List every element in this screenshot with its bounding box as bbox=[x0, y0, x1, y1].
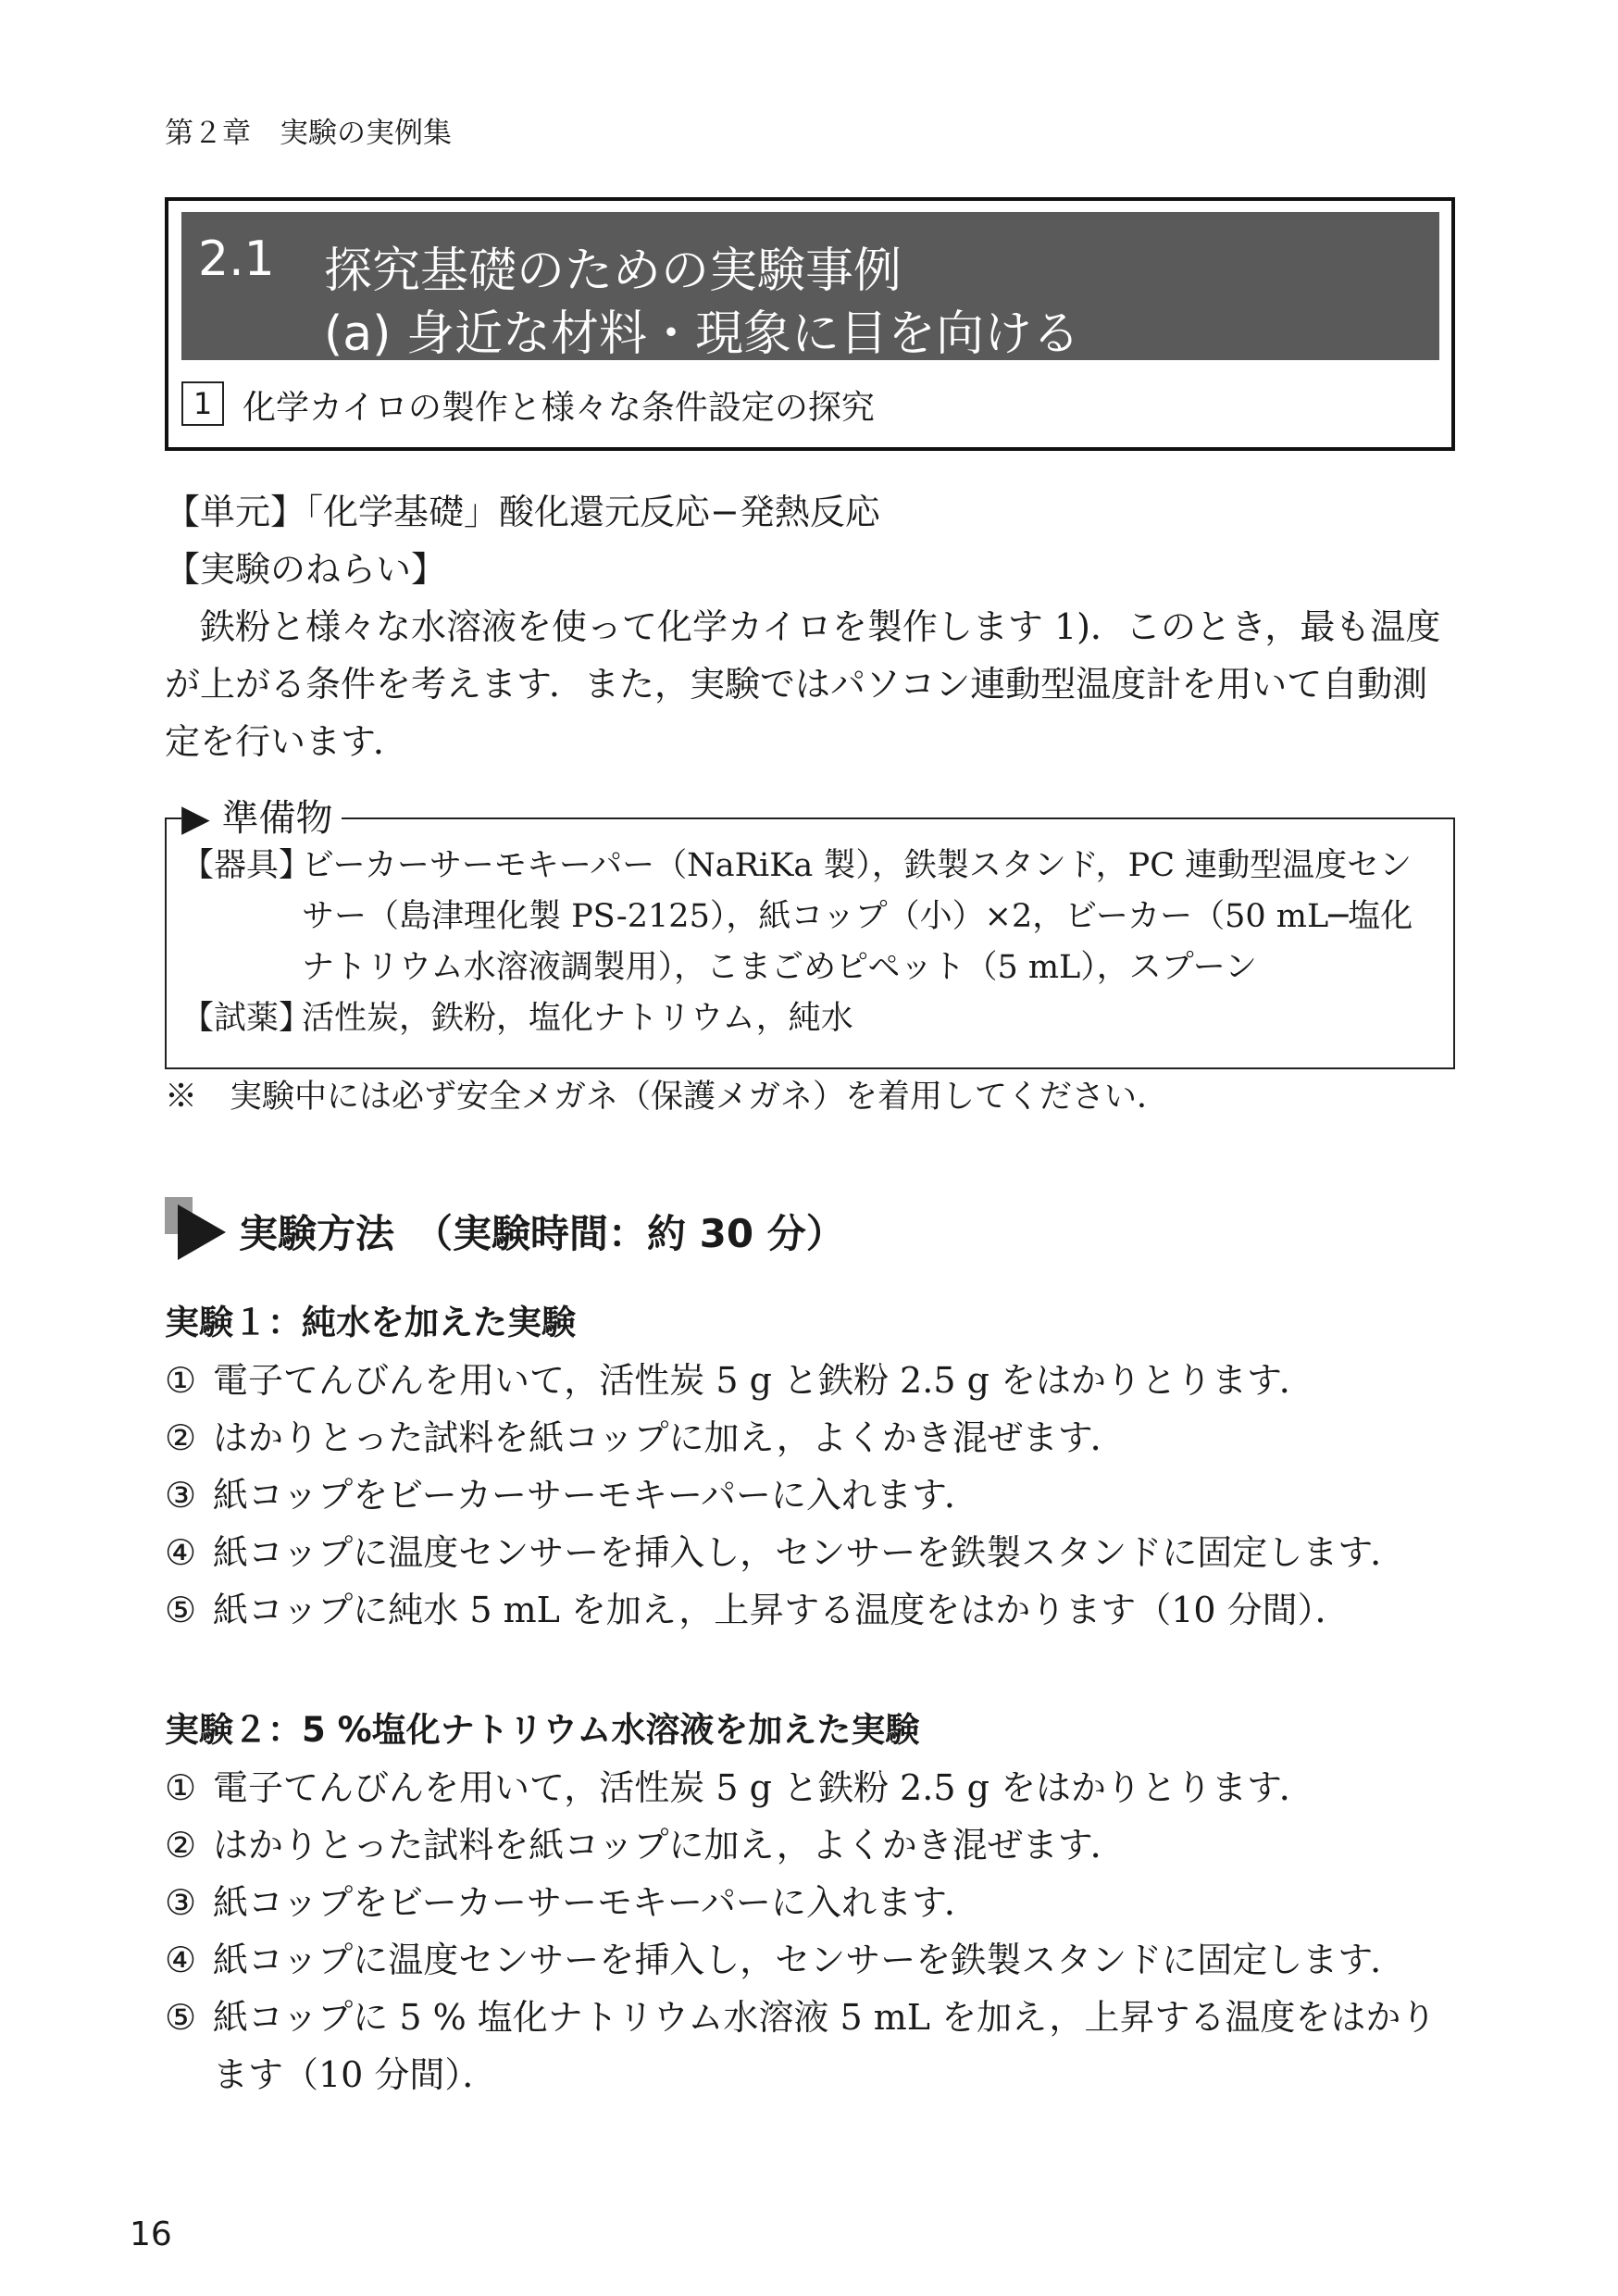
method-title: 実験方法 （実験時間：約 30 分） bbox=[239, 1211, 845, 1256]
running-head: 第２章 実験の実例集 bbox=[165, 117, 452, 150]
list-item bbox=[165, 1524, 1457, 1581]
step-text: 電子てんびんを用いて，活性炭 5 g と鉄粉 2.5 g をはかりとります． bbox=[213, 1767, 1314, 1808]
section-title: 探究基礎のための実験事例 bbox=[324, 243, 902, 299]
aim-heading: 【実験のねらい】 bbox=[165, 549, 447, 590]
step-text: はかりとった試料を紙コップに加え，よくかき混ぜます． bbox=[213, 1417, 1126, 1458]
experiment-2-heading: 実験２：5 %塩化ナトリウム水溶液を加えた実験 bbox=[165, 1710, 920, 1750]
unit-line: 【単元】「化学基礎」酸化還元反応−発熱反応 bbox=[165, 492, 880, 532]
reagent-label: 【試薬】 bbox=[181, 1000, 312, 1037]
equipment-list: ビーカーサーモキーパー（NaRiKa 製），鉄製スタンド，PC 連動型温度センサー（島津理化製 PS-2125），紙コップ（小）×2，ビーカー（50 mL─塩化ナトリウム水溶液調製用），こまごめピペット（5 mL），スプーン bbox=[302, 847, 1413, 986]
list-item bbox=[165, 1931, 1457, 1989]
list-item bbox=[165, 1989, 1457, 2103]
topic-number: 1 bbox=[181, 381, 224, 426]
icon-front-triangle bbox=[178, 1204, 226, 1260]
play-arrow-icon bbox=[165, 1197, 230, 1262]
step-text: 電子てんびんを用いて，活性炭 5 g と鉄粉 2.5 g をはかりとります． bbox=[213, 1360, 1314, 1401]
safety-note: ※ 実験中には必ず安全メガネ（保護メガネ）を着用してください． bbox=[165, 1079, 1170, 1116]
list-item bbox=[165, 1409, 1457, 1466]
step-text: 紙コップに温度センサーを挿入し，センサーを鉄製スタンドに固定します． bbox=[213, 1940, 1406, 1980]
step-text: 紙コップに純水 5 mL を加え，上昇する温度をはかります（10 分間）． bbox=[213, 1590, 1350, 1630]
step-number: ② bbox=[165, 1825, 197, 1866]
step-number: ⑤ bbox=[165, 1590, 197, 1630]
list-item bbox=[165, 1581, 1457, 1639]
step-number: ④ bbox=[165, 1532, 197, 1573]
list-item bbox=[165, 1816, 1457, 1874]
step-text: はかりとった試料を紙コップに加え，よくかき混ぜます． bbox=[213, 1825, 1126, 1866]
step-text: 紙コップに温度センサーを挿入し，センサーを鉄製スタンドに固定します． bbox=[213, 1532, 1406, 1573]
step-number: ④ bbox=[165, 1940, 197, 1980]
list-item bbox=[165, 1352, 1457, 1409]
experiment-2-steps bbox=[165, 1759, 1457, 2103]
experiment-1-heading: 実験１：純水を加えた実験 bbox=[165, 1303, 576, 1342]
step-number: ③ bbox=[165, 1475, 197, 1516]
step-text: 紙コップをビーカーサーモキーパーに入れます． bbox=[213, 1882, 980, 1923]
step-number: ① bbox=[165, 1360, 197, 1401]
equipment-label: 【器具】 bbox=[181, 847, 312, 884]
experiment-1-steps bbox=[165, 1352, 1457, 1639]
topic-title: 化学カイロの製作と様々な条件設定の探究 bbox=[243, 389, 875, 427]
step-number: ⑤ bbox=[165, 1997, 197, 2038]
step-number: ① bbox=[165, 1767, 197, 1808]
reagent-list: 活性炭，鉄粉，塩化ナトリウム，純水 bbox=[302, 1000, 853, 1037]
list-item bbox=[165, 1466, 1457, 1524]
step-text: 紙コップに 5 % 塩化ナトリウム水溶液 5 mL を加え，上昇する温度をはかります（10 分間）． bbox=[213, 1997, 1437, 2095]
section-subtitle: (a) 身近な材料・現象に目を向ける bbox=[324, 306, 1080, 362]
step-number: ③ bbox=[165, 1882, 197, 1923]
page-number: 16 bbox=[130, 2215, 172, 2253]
aim-paragraph: 鉄粉と様々な水溶液を使って化学カイロを製作します 1)．このとき，最も温度が上がる条件を考えます．また，実験ではパソコン連動型温度計を用いて自動測定を行います． bbox=[165, 606, 1441, 762]
step-text: 紙コップをビーカーサーモキーパーに入れます． bbox=[213, 1475, 980, 1516]
list-item bbox=[165, 1874, 1457, 1931]
preparation-title: ▶ 準備物 bbox=[181, 789, 342, 842]
step-number: ② bbox=[165, 1417, 197, 1458]
section-number: 2.1 bbox=[198, 231, 275, 287]
list-item bbox=[165, 1759, 1457, 1816]
